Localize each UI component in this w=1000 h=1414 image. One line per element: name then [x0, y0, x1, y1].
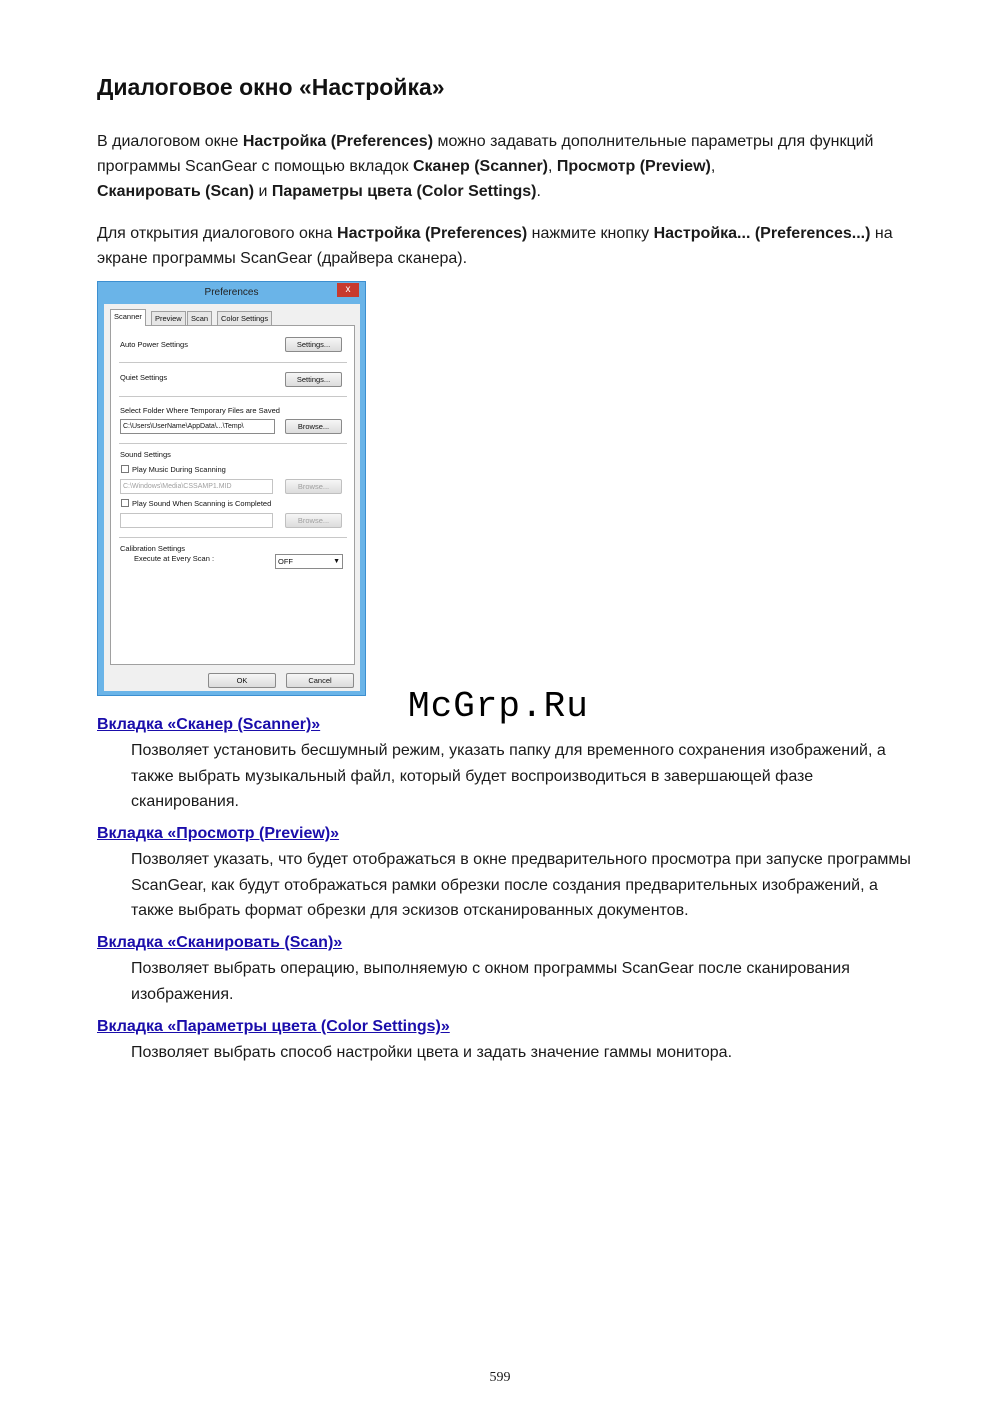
instr-bold-preferences-button: Настройка... (Preferences...) — [653, 225, 871, 242]
intro-text: , — [548, 158, 557, 175]
divider — [119, 443, 347, 444]
tab-color-settings[interactable]: Color Settings — [217, 311, 272, 325]
browse-music-button[interactable]: Browse... — [285, 479, 342, 494]
intro-bold-preferences: Настройка (Preferences) — [242, 133, 434, 150]
close-icon[interactable]: x — [337, 283, 359, 297]
page-title: Диалоговое окно «Настройка» — [97, 74, 445, 100]
play-music-checkbox[interactable] — [121, 465, 129, 473]
divider — [119, 537, 347, 538]
scanner-tab-panel — [110, 325, 355, 665]
tab-preview[interactable]: Preview — [151, 311, 186, 325]
intro-bold-scan: Сканировать (Scan) — [97, 183, 255, 200]
page-number: 599 — [489, 1370, 511, 1385]
section-title-scan[interactable]: Вкладка «Сканировать (Scan)» — [97, 934, 343, 951]
browse-folder-button[interactable]: Browse... — [285, 419, 342, 434]
calibration-label: Calibration Settings — [120, 544, 186, 553]
temp-folder-label: Select Folder Where Temporary Files are Saved — [120, 406, 280, 415]
intro-paragraph — [97, 129, 897, 204]
intro-bold-scanner: Сканер (Scanner) — [412, 158, 549, 175]
section-title-color-settings[interactable]: Вкладка «Параметры цвета (Color Settings)» — [97, 1018, 450, 1035]
section-desc-color-settings: Позволяет выбрать способ настройки цвета и задать значение гаммы монитора. — [131, 1044, 733, 1061]
instr-text: нажмите кнопку — [527, 225, 654, 242]
intro-text: В диалоговом окне — [97, 133, 243, 150]
open-instructions-paragraph — [97, 221, 897, 271]
dialog-title: Preferences — [204, 287, 259, 298]
intro-bold-preview: Просмотр (Preview) — [556, 158, 711, 175]
divider — [119, 362, 347, 363]
preferences-dialog — [97, 281, 366, 696]
play-music-label: Play Music During Scanning — [132, 465, 226, 474]
execute-value: OFF — [278, 557, 293, 566]
section-desc-preview: Позволяет указать, что будет отображаться в окне предварительного просмотра при запуске программы ScanGear, как будут отображаться рамки обрезки после создания предварительных изображений, а также выбрать формат обрезки для эскизов отсканированных документов. — [131, 851, 911, 919]
sound-settings-label: Sound Settings — [120, 450, 171, 459]
section-desc-scanner: Позволяет установить бесшумный режим, указать папку для временного сохранения изображений, а также выбрать музыкальный файл, который будет воспроизводиться в завершающей фазе сканирования. — [131, 742, 886, 810]
execute-every-scan-label: Execute at Every Scan : — [134, 554, 215, 563]
tab-scanner[interactable]: Scanner — [110, 309, 146, 326]
section-title-preview[interactable]: Вкладка «Просмотр (Preview)» — [97, 825, 340, 842]
divider — [119, 396, 347, 397]
auto-power-label: Auto Power Settings — [120, 340, 188, 349]
chevron-down-icon: ▼ — [333, 558, 340, 565]
sound-file-input[interactable] — [120, 513, 273, 528]
play-sound-label: Play Sound When Scanning is Completed — [132, 499, 272, 508]
instr-text: Для открытия диалогового окна — [97, 225, 338, 242]
watermark: McGrp.Ru — [408, 686, 589, 727]
quiet-settings-button[interactable]: Settings... — [285, 372, 342, 387]
intro-bold-color-settings: Параметры цвета (Color Settings) — [271, 183, 537, 200]
auto-power-settings-button[interactable]: Settings... — [285, 337, 342, 352]
instr-text: на экране программы ScanGear (драйвера сканера). — [97, 225, 893, 267]
intro-text: . — [536, 183, 541, 200]
music-file-input[interactable]: C:\Windows\Media\CSSAMP1.MID — [120, 479, 273, 494]
temp-folder-input[interactable]: C:\Users\UserName\AppData\...\Temp\ — [120, 419, 275, 434]
execute-every-scan-select[interactable] — [275, 554, 343, 569]
ok-button[interactable]: OK — [208, 673, 276, 688]
section-title-scanner[interactable]: Вкладка «Сканер (Scanner)» — [97, 716, 321, 733]
section-desc-scan: Позволяет выбрать операцию, выполняемую с окном программы ScanGear после сканирования изображения. — [131, 960, 850, 1003]
intro-text: можно задавать дополнительные параметры для функций программы ScanGear с помощью вкладок — [97, 133, 874, 175]
browse-sound-button[interactable]: Browse... — [285, 513, 342, 528]
intro-text: и — [254, 183, 272, 200]
quiet-settings-label: Quiet Settings — [120, 373, 168, 382]
intro-text: , — [710, 158, 716, 175]
tab-scan[interactable]: Scan — [187, 311, 212, 325]
play-sound-checkbox[interactable] — [121, 499, 129, 507]
cancel-button[interactable]: Cancel — [286, 673, 354, 688]
instr-bold-preferences: Настройка (Preferences) — [337, 225, 528, 242]
dialog-body — [104, 304, 360, 691]
